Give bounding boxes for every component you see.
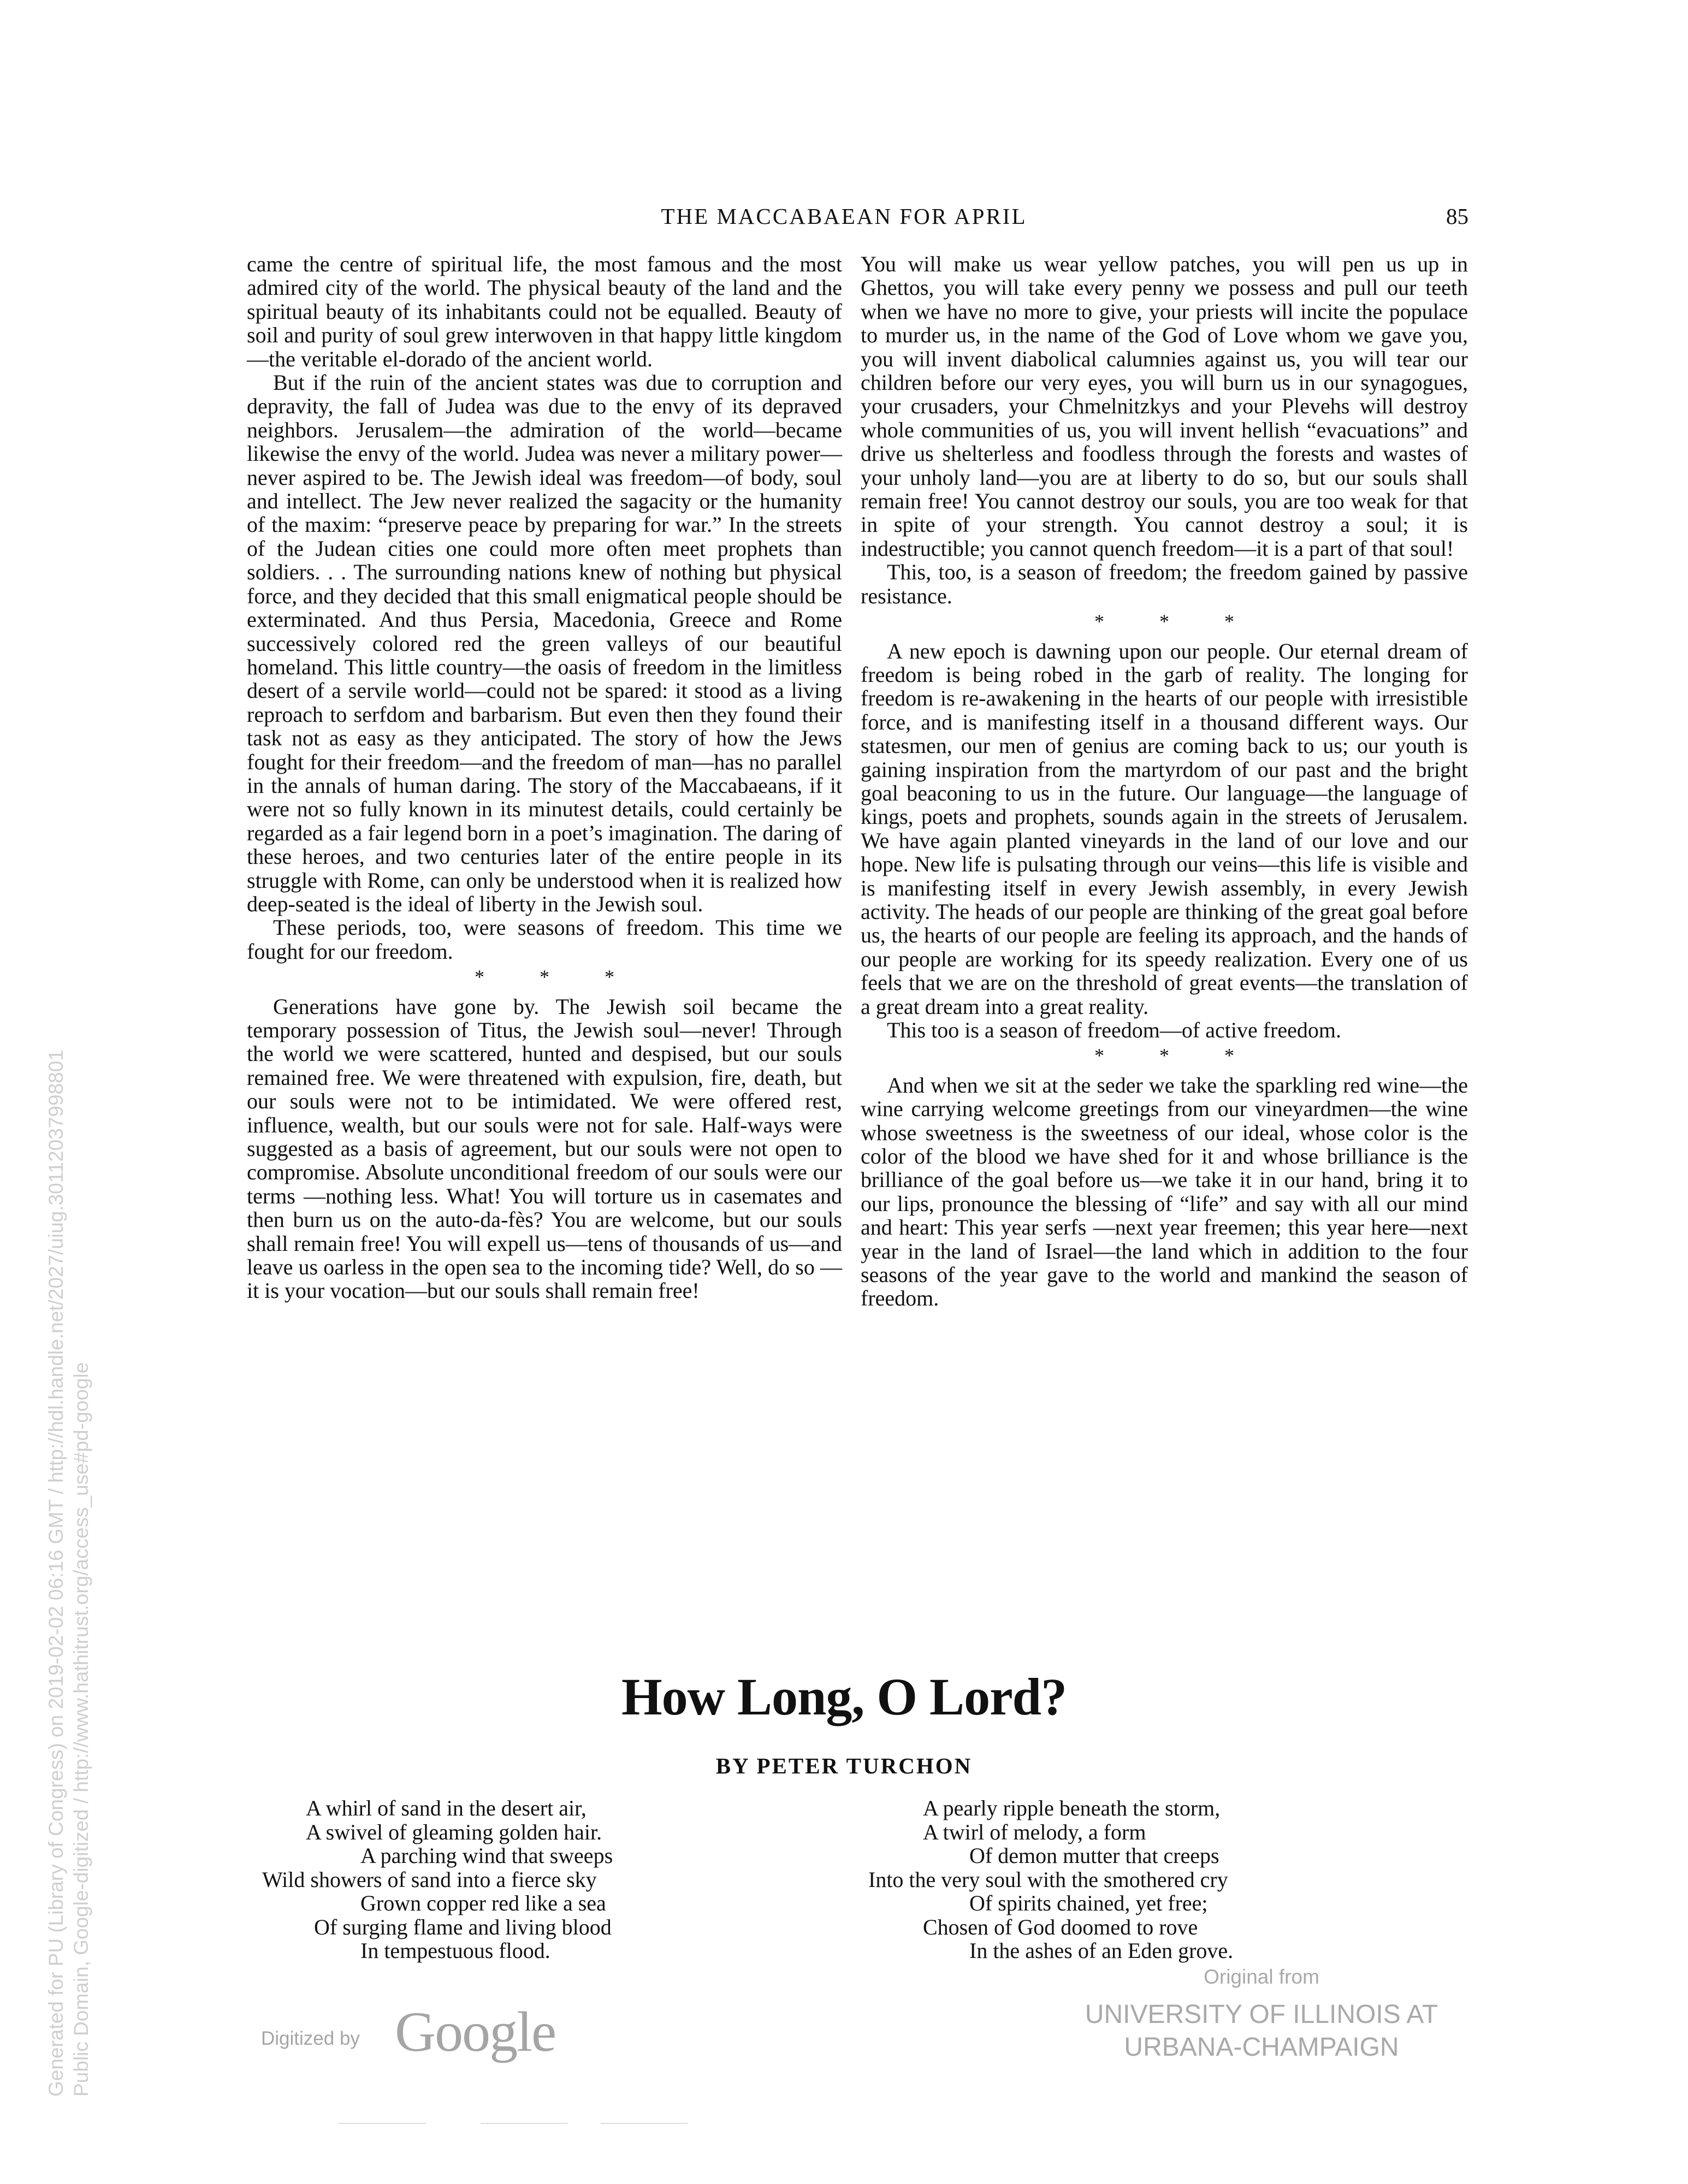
poem-stanza-right: [868, 1796, 1233, 1963]
poem-line: Of spirits chained, yet free;: [969, 1891, 1208, 1915]
poem-line: Of demon mutter that creeps: [969, 1843, 1219, 1868]
running-head-title: THE MACCABAEAN FOR APRIL: [661, 204, 1027, 229]
poem-line: In tempestuous flood.: [360, 1938, 550, 1963]
poem-line: A whirl of sand in the desert air,: [306, 1796, 587, 1820]
paragraph: This too is a season of freedom—of active freedom.: [887, 1018, 1341, 1042]
poem-line: Wild showers of sand into a fierce sky: [262, 1867, 597, 1892]
poem-line: A parching wind that sweeps: [360, 1843, 613, 1868]
google-logo: Google: [395, 2001, 556, 2063]
paragraph: These periods, too, were seasons of freedom. This time we fought for our freedom.: [247, 915, 842, 964]
institution-name: URBANA-CHAMPAIGN: [1124, 2033, 1399, 2062]
poem-line: Of surging flame and living blood: [314, 1914, 612, 1939]
poem-title: How Long, O Lord?: [621, 1667, 1067, 1726]
original-source: [1038, 1966, 1485, 2064]
paragraph: A new epoch is dawning upon our people. Our eternal dream of freedom is being robed in the garb of reality. The longing for freedom is re-awakening in the hearts of our people with irresistible force, and is manifesting itself in a thousand different ways. Our statesmen, our men of genius are coming back to us; our youth is gaining inspiration from the martyrdom of our past and the bright goal beaconing to us in the future. Our language—the language of kings, poets and prophets, sounds again in the streets of Jerusalem. We have again planted vineyards in the land of our love and our hope. New life is pulsating through our veins—this life is visible and is manifesting itself in every Jewish assembly, in every Jewish activity. The heads of our people are thinking of the great goal before us, the hearts of our people are feeling its approach, and the hands of our people are working for its speedy realization. Every one of us feels that we are on the threshold of great events—the translation of a great dream into a great reality.: [861, 638, 1468, 1019]
watermark-line: Public Domain, Google-digitized / http://www.hathitrust.org/access_use#pd-google: [70, 1362, 92, 2097]
divider: [481, 2123, 568, 2124]
original-from-label: Original from: [1204, 1966, 1319, 1988]
poem-stanza-left: [262, 1796, 613, 1963]
poem-line: A pearly ripple beneath the storm,: [923, 1796, 1221, 1820]
section-separator: * * *: [1094, 1044, 1259, 1067]
poem-line: In the ashes of an Eden grove.: [969, 1938, 1234, 1963]
paragraph: This, too, is a season of freedom; the freedom gained by passive resistance.: [861, 560, 1468, 608]
page-number: 85: [1446, 204, 1468, 229]
digitized-by-label: Digitized by: [261, 2028, 360, 2049]
section-separator: * * *: [1094, 610, 1259, 633]
divider: [339, 2123, 426, 2124]
paragraph: You will make us wear yellow patches, you will pen us up in Ghettos, you will take every penny we possess and pull our teeth when we have no more to give, your priests will incite the populace to murder us, in the name of the God of Love whom we gave you, you will invent diabolical calumnies against us, you will tear our children before our very eyes, you will burn us in our synagogues, your crusaders, your Chmelnitzkys and your Plevehs will destroy whole communities of us, you will invent hellish “evacuations” and drive us shelterless and foodless through the forests and wastes of your unholy land—you are at liberty to do so, but our souls shall remain free! You cannot destroy our souls, you are too weak for that in spite of your strength. You cannot destroy a soul; it is indestructible; you cannot quench freedom—it is a part of that soul!: [861, 252, 1468, 561]
paragraph: came the centre of spiritual life, the most famous and the most admired city of the world. The physical beauty of the land and the spiritual beauty of its inhabitants could not be equalled. Beauty of soil and purity of soul grew interwoven in that happy little kingdom—the veritable el-dorado of the ancient world.: [247, 252, 842, 371]
paragraph: Generations have gone by. The Jewish soil became the temporary possession of Titus, the Jewish soul—never! Through the world we were scattered, hunted and despised, but our souls remained free. We were threatened with expulsion, fire, death, but our souls were not to be intimidated. We were offered rest, influence, wealth, but our souls were not for sale. Half-ways were suggested as a basis of agreement, but our souls were not open to compromise. Absolute unconditional freedom of our souls were our terms —nothing less. What! You will torture us in casemates and then burn us on the auto-da-fès? You are welcome, but our souls shall remain free! You will expell us—tens of thousands of us—and leave us oarless in the open sea to the incoming tide? Well, do so —it is your vocation—but our souls shall remain free!: [247, 994, 842, 1303]
left-column: [247, 252, 842, 1303]
poem-line: Grown copper red like a sea: [360, 1891, 606, 1915]
divider: [601, 2123, 688, 2124]
section-separator: * * *: [475, 966, 639, 988]
watermark-line: Generated for PU (Library of Congress) on 2019-02-02 06:16 GMT / http://hdl.handle.net/2027/uiug.30112037998801: [45, 1049, 67, 2097]
poem-line: Chosen of God doomed to rove: [923, 1914, 1198, 1939]
right-column: [861, 252, 1468, 1310]
poem-line: Into the very soul with the smothered cry: [868, 1867, 1228, 1892]
paragraph: And when we sit at the seder we take the sparkling red wine—the wine carrying welcome greetings from our vineyardmen—the wine whose sweetness is the sweetness of our ideal, whose color is the color of the blood we have shed for it and whose brilliance is the brilliance of the goal before us—we take it in our hand, bring it to our lips, pronounce the blessing of “life” and say with all our mind and heart: This year serfs —next year freemen; this year here—next year in the land of Israel—the land which in addition to the four seasons of the year gave to the world and mankind the season of freedom.: [861, 1072, 1468, 1311]
institution-name: UNIVERSITY OF ILLINOIS AT: [1085, 2000, 1438, 2029]
paragraph: But if the ruin of the ancient states was due to corruption and depravity, the fall of Judea was due to the envy of its depraved neighbors. Jerusalem—the admiration of the world—became likewise the envy of the world. Judea was never a military power—never aspired to be. The Jewish ideal was freedom—of body, soul and intellect. The Jew never realized the sagacity or the humanity of the maxim: “preserve peace by preparing for war.” In the streets of the Judean cities one could more often meet prophets than soldiers. . . The surrounding nations knew of nothing but physical force, and they decided that this small enigmatical people should be exterminated. And thus Persia, Macedonia, Greece and Rome successively colored red the green valleys of our beautiful homeland. This little country—the oasis of freedom in the limitless desert of a servile world—could not be spared: it stood as a living reproach to serfdom and barbarism. But even then they found their task not as easy as they anticipated. The story of how the Jews fought for their freedom—and the freedom of man—has no parallel in the annals of human daring. The story of the Maccabaeans, if it were not so fully known in its minutest details, could certainly be regarded as a fair legend born in a poet’s imagination. The daring of these heroes, and two centuries later of the entire people in its struggle with Rome, can only be understood when it is realized how deep-seated is the ideal of liberty in the Jewish soul.: [247, 370, 842, 916]
poem-line: A swivel of gleaming golden hair.: [306, 1819, 602, 1844]
poem-byline: BY PETER TURCHON: [715, 1753, 973, 1778]
poem-line: A twirl of melody, a form: [923, 1819, 1146, 1844]
hathitrust-watermark: [44, 1049, 94, 2097]
running-head: [0, 203, 1688, 230]
